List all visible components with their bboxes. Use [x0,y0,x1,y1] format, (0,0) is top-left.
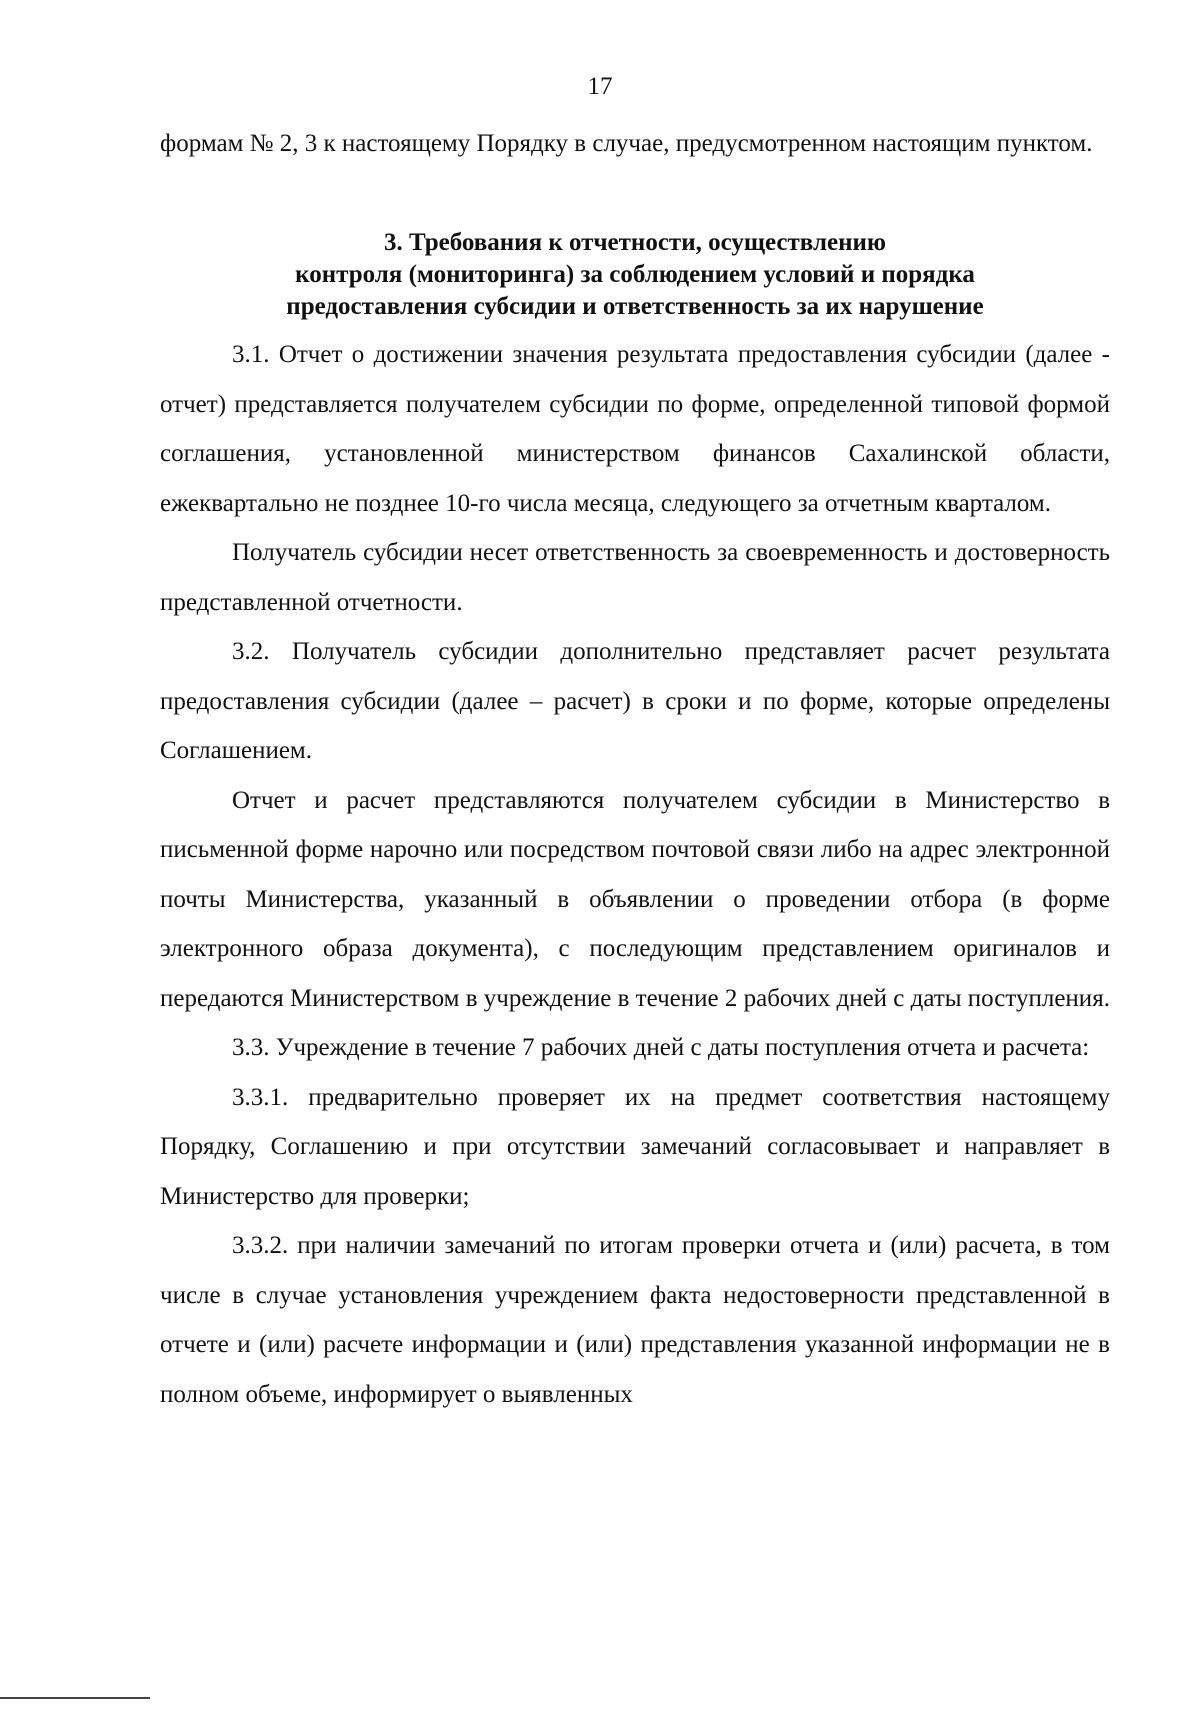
paragraph-3-3-1: 3.3.1. предварительно проверяет их на предмет соответствия настоящему Порядку, Соглашению и при отсутствии замечаний согласовывает и направляет в Министерство для проверки; [160,1083,1110,1210]
paragraph-3-2: 3.2. Получатель субсидии дополнительно представляет расчет результата предоставления субсидии (далее – расчет) в сроки и по форме, которые определены Соглашением. [160,638,1110,764]
section-heading-line-3: предоставления субсидии и ответственность за их нарушение [286,293,984,320]
paragraph-responsibility: Получатель субсидии несет ответственность за своевременность и достоверность представленной отчетности. [160,539,1110,616]
section-heading-line-1: 3. Требования к отчетности, осуществлению [384,229,886,256]
scan-edge-line [0,1697,150,1699]
page-number: 17 [587,73,613,100]
intro-paragraph: формам № 2, 3 к настоящему Порядку в случае, предусмотренном настоящим пунктом. [160,130,1093,157]
paragraph-3-3-2: 3.3.2. при наличии замечаний по итогам проверки отчета и (или) расчета, в том числе в случае установления учреждением факта недостоверности представленной в отчете и (или) расчете информации и (или) представления указанной информации не в полном объеме, информирует о выявленных [160,1232,1110,1408]
section-body [160,330,1110,1419]
paragraph-submission: Отчет и расчет представляются получателем субсидии в Министерство в письменной форме нарочно или посредством почтовой связи либо на адрес электронной почты Министерства, указанный в объявлении о проведении отбора (в форме электронного образа документа), с последующим представлением оригиналов и передаются Министерством в учреждение в течение 2 рабочих дней с даты поступления. [160,786,1110,1012]
section-heading [160,227,1110,323]
paragraph-3-3: 3.3. Учреждение в течение 7 рабочих дней с даты поступления отчета и расчета: [232,1034,1090,1061]
paragraph-3-1: 3.1. Отчет о достижении значения результата предоставления субсидии (далее - отчет) представляется получателем субсидии по форме, определенной типовой формой соглашения, установленной министерством финансов Сахалинской области, ежеквартально не позднее 10-го числа месяца, следующего за отчетным кварталом. [160,341,1110,517]
section-heading-line-2: контроля (мониторинга) за соблюдением условий и порядка [295,261,975,288]
